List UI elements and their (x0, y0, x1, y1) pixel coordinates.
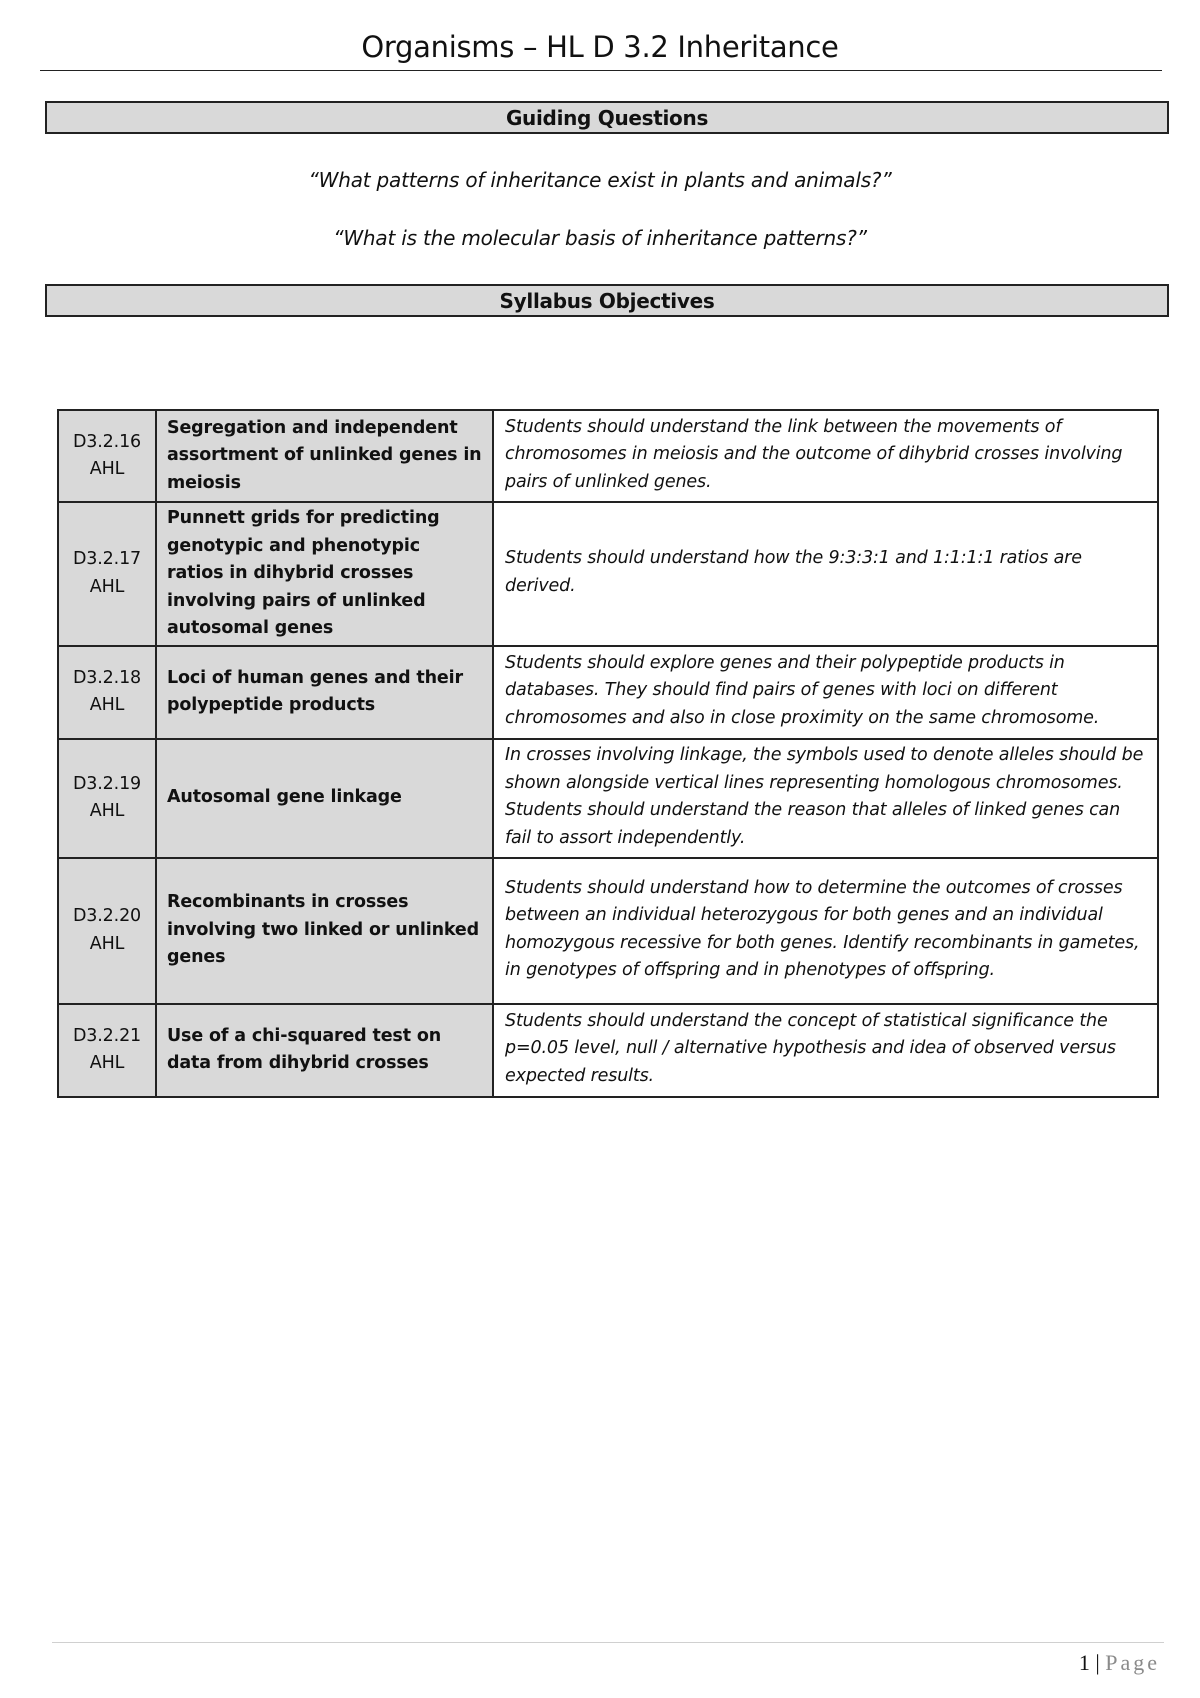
table-row (58, 502, 1158, 646)
objective-code: D3.2.16 (72, 431, 142, 452)
objective-guidance: In crosses involving linkage, the symbols used to denote alleles should be shown alongside vertical lines representing homologous chromosomes. Students should understand the reason that alleles of linked genes can fail to assort independently. (493, 739, 1158, 858)
page-label: Page (1105, 1650, 1160, 1675)
objective-topic: Segregation and independent assortment of unlinked genes in meiosis (156, 410, 493, 502)
objective-code-cell (58, 410, 156, 502)
page-number: 1 (1078, 1650, 1090, 1675)
objective-level: AHL (89, 459, 125, 479)
table-row (58, 646, 1158, 739)
objective-level: AHL (89, 695, 125, 715)
page-footer (1079, 1650, 1160, 1676)
objective-code: D3.2.21 (72, 1025, 142, 1046)
objective-topic: Autosomal gene linkage (156, 739, 493, 858)
footer-divider (52, 1642, 1164, 1643)
objective-guidance: Students should understand how the 9:3:3:1 and 1:1:1:1 ratios are derived. (493, 502, 1158, 646)
footer-separator: | (1095, 1650, 1100, 1675)
objective-level: AHL (89, 576, 125, 597)
guiding-questions-heading: Guiding Questions (45, 101, 1169, 134)
guiding-question: “What is the molecular basis of inheritance patterns?” (333, 226, 867, 250)
objective-guidance: Students should understand how to determine the outcomes of crosses between an individual heterozygous for both genes and an individual homozygous recessive for both genes. Identify recombinants in gametes, in genotypes of offspring and in phenotypes of offspring. (493, 858, 1158, 1004)
objective-level: AHL (89, 933, 125, 954)
table-row (58, 739, 1158, 858)
objective-topic: Loci of human genes and their polypeptide products (156, 646, 493, 739)
objective-code: D3.2.18 (72, 667, 142, 688)
objective-code-cell (58, 646, 156, 739)
objective-topic: Recombinants in crosses involving two linked or unlinked genes (156, 858, 493, 1004)
objective-topic: Use of a chi-squared test on data from dihybrid crosses (156, 1004, 493, 1097)
title-divider (40, 70, 1162, 71)
objective-code: D3.2.20 (72, 906, 142, 926)
guiding-question: “What patterns of inheritance exist in plants and animals?” (308, 168, 892, 192)
objective-guidance: Students should understand the concept of statistical significance the p=0.05 level, null / alternative hypothesis and idea of observed versus expected results. (493, 1004, 1158, 1097)
objective-code-cell (58, 1004, 156, 1097)
objective-code: D3.2.19 (72, 773, 142, 794)
objective-code: D3.2.17 (72, 549, 142, 570)
objective-guidance: Students should explore genes and their polypeptide products in databases. They should find pairs of genes with loci on different chromosomes and also in close proximity on the same chromosome. (493, 646, 1158, 739)
table-row (58, 858, 1158, 1004)
objective-code-cell (58, 858, 156, 1004)
syllabus-objectives-heading: Syllabus Objectives (45, 284, 1169, 317)
table-row (58, 410, 1158, 502)
objective-topic: Punnett grids for predicting genotypic and phenotypic ratios in dihybrid crosses involving pairs of unlinked autosomal genes (156, 502, 493, 646)
objective-code-cell (58, 739, 156, 858)
objective-level: AHL (89, 1053, 125, 1073)
objective-code-cell (58, 502, 156, 646)
objective-guidance: Students should understand the link between the movements of chromosomes in meiosis and the outcome of dihybrid crosses involving pairs of unlinked genes. (493, 410, 1158, 502)
table-row (58, 1004, 1158, 1097)
page-title: Organisms – HL D 3.2 Inheritance (361, 30, 839, 64)
objective-level: AHL (89, 801, 125, 821)
syllabus-objectives-table (57, 409, 1159, 1098)
